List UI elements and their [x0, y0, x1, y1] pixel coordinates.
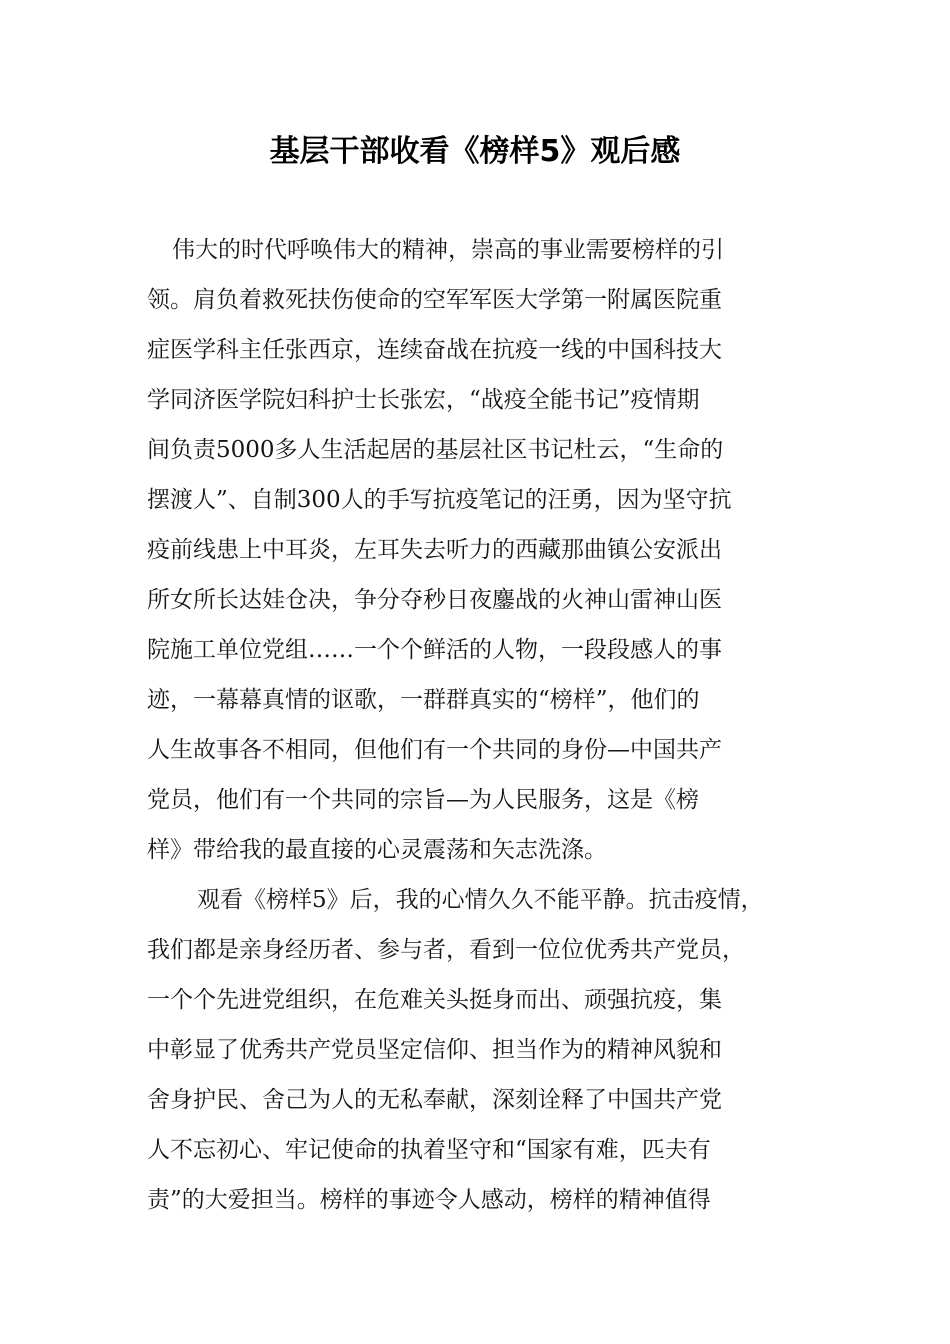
paragraph-2-line-5: 舍身护民、舍己为人的无私奉献，深刻诠释了中国共产党: [147, 1087, 722, 1113]
paragraph-1-line-5: 间负责5000多人生活起居的基层社区书记杜云，“生命的: [147, 437, 724, 463]
paragraph-1-line-10: 迹，一幕幕真情的讴歌，一群群真实的“榜样”，他们的: [147, 687, 700, 713]
paragraph-2-line-2: 我们都是亲身经历者、参与者，看到一位位优秀共产党员，: [147, 937, 745, 963]
paragraph-2-line-1: 观看《榜样5》后，我的心情久久不能平静。抗击疫情，: [197, 887, 764, 913]
paragraph-1-line-4: 学同济医学院妇科护士长张宏，“战疫全能书记”疫情期: [147, 387, 700, 413]
paragraph-1-line-3: 症医学科主任张西京，连续奋战在抗疫一线的中国科技大: [147, 337, 722, 363]
paragraph-1-line-1: 伟大的时代呼唤伟大的精神，崇高的事业需要榜样的引: [172, 237, 724, 263]
paragraph-1-line-8: 所女所长达娃仓决，争分夺秒日夜鏖战的火神山雷神山医: [147, 587, 722, 613]
document-title: 基层干部收看《榜样5》观后感: [269, 134, 681, 169]
paragraph-1-line-7: 疫前线患上中耳炎，左耳失去听力的西藏那曲镇公安派出: [147, 537, 722, 563]
paragraph-1-line-2: 领。肩负着救死扶伤使命的空军军医大学第一附属医院重: [147, 287, 722, 313]
paragraph-2-line-3: 一个个先进党组织，在危难关头挺身而出、顽强抗疫，集: [147, 987, 722, 1013]
paragraph-1-line-9: 院施工单位党组……一个个鲜活的人物，一段段感人的事: [147, 637, 722, 663]
paragraph-1-line-13: 样》带给我的最直接的心灵震荡和矢志洗涤。: [147, 837, 607, 863]
paragraph-1-line-12: 党员，他们有一个共同的宗旨—为人民服务，这是《榜: [147, 787, 699, 813]
paragraph-1-line-11: 人生故事各不相同，但他们有一个共同的身份—中国共产: [147, 737, 722, 763]
paragraph-2-line-4: 中彰显了优秀共产党员坚定信仰、担当作为的精神风貌和: [147, 1037, 722, 1063]
paragraph-1-line-6: 摆渡人”、自制300人的手写抗疫笔记的汪勇，因为坚守抗: [147, 487, 732, 513]
paragraph-2-line-6: 人不忘初心、牢记使命的执着坚守和“国家有难，匹夫有: [147, 1137, 711, 1163]
paragraph-2-line-7: 责”的大爱担当。榜样的事迹令人感动，榜样的精神值得: [147, 1187, 711, 1213]
